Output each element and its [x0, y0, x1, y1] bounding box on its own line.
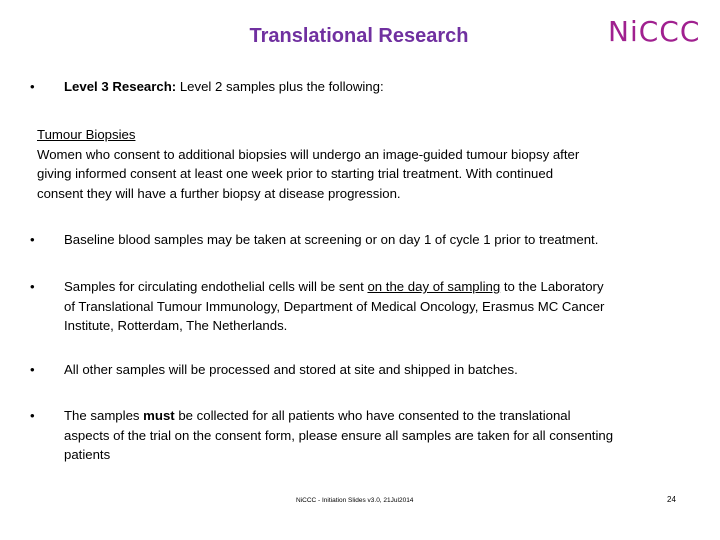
bullet-icon: •	[30, 79, 35, 94]
other-samples-text: All other samples will be processed and stored at site and shipped in batches.	[64, 362, 518, 377]
bullet-icon: •	[30, 408, 35, 423]
must-line1-b: be collected for all patients who have consented to the translational	[174, 408, 571, 423]
circulating-line3: Institute, Rotterdam, The Netherlands.	[64, 318, 288, 333]
level3-description: Level 2 samples plus the following:	[176, 79, 384, 94]
level3-label: Level 3 Research:	[64, 79, 177, 94]
slide-title: Translational Research	[249, 25, 469, 47]
bullet-icon: •	[30, 232, 35, 247]
level3-text	[64, 77, 384, 97]
page-number: 24	[667, 495, 676, 504]
niccc-logo: NiCCC	[608, 15, 701, 48]
tumour-biopsies-section	[37, 125, 697, 203]
tumour-biopsies-heading: Tumour Biopsies	[37, 127, 136, 142]
slide-footer: NiCCC - Initiation Slides v3.0, 21Jul2014	[296, 497, 414, 504]
bullet-icon: •	[30, 362, 35, 377]
must-line1-a: The samples	[64, 408, 144, 423]
must-emphasis: must	[143, 408, 175, 423]
day-of-sampling-emphasis: on the day of sampling	[367, 279, 501, 294]
baseline-text: Baseline blood samples may be taken at screening or on day 1 of cycle 1 prior to treatment.	[64, 232, 599, 247]
tumour-biopsies-line: consent they will have a further biopsy at disease progression.	[37, 185, 401, 201]
must-collect-text	[64, 406, 613, 465]
bullet-icon: •	[30, 279, 35, 294]
tumour-biopsies-line: Women who consent to additional biopsies will undergo an image-guided tumour biopsy after	[37, 146, 580, 162]
circulating-line1-a: Samples for circulating endothelial cells will be sent	[64, 279, 368, 294]
circulating-line2: of Translational Tumour Immunology, Department of Medical Oncology, Erasmus MC Cancer	[64, 298, 605, 314]
must-line2: aspects of the trial on the consent form, please ensure all samples are taken for all consenting	[64, 427, 614, 443]
tumour-biopsies-line: giving informed consent at least one week prior to starting trial treatment. With continued	[37, 166, 554, 181]
circulating-cells-text	[64, 277, 604, 336]
circulating-line1-b: to the Laboratory	[500, 279, 604, 294]
must-line3: patients	[64, 447, 111, 462]
